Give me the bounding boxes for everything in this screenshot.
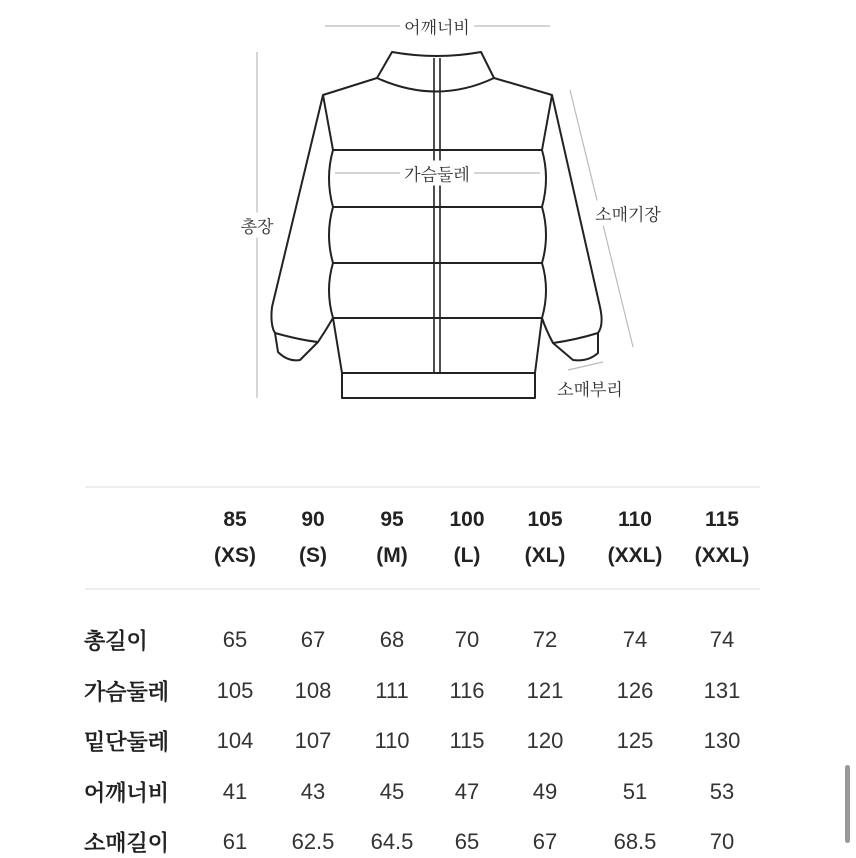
table-cell: 74	[622, 627, 648, 652]
size-label: (XS)	[214, 544, 256, 567]
row-label: 가슴둘레	[84, 680, 170, 706]
sleeve-length-label: 소매기장	[591, 201, 665, 226]
total-length-label: 총장	[237, 213, 278, 238]
size-number: 95	[380, 508, 404, 531]
size-label: (M)	[376, 544, 408, 567]
scrollbar[interactable]	[845, 765, 850, 843]
table-cell: 64.5	[370, 829, 414, 854]
table-cell: 72	[532, 627, 558, 652]
table-cell: 126	[616, 678, 654, 703]
table-cell: 68.5	[613, 829, 657, 854]
table-cell: 53	[709, 779, 735, 804]
size-label: (XXL)	[694, 544, 750, 567]
divider-bottom	[85, 588, 760, 590]
size-number: 110	[618, 508, 652, 531]
table-cell: 49	[532, 779, 558, 804]
table-cell: 43	[300, 779, 326, 804]
table-cell: 115	[449, 728, 485, 753]
cuff-label: 소매부리	[557, 380, 623, 401]
table-cell: 47	[454, 779, 480, 804]
table-cell: 131	[703, 678, 741, 703]
size-label: (XXL)	[607, 544, 663, 567]
column-header	[525, 502, 566, 574]
column-header	[695, 502, 750, 574]
row-label: 소매길이	[84, 831, 170, 857]
table-cell: 70	[454, 627, 480, 652]
table-cell: 111	[375, 678, 409, 703]
table-cell: 120	[526, 728, 564, 753]
size-number: 90	[301, 508, 325, 531]
size-label: (XL)	[524, 544, 566, 567]
jacket-body	[323, 78, 552, 398]
table-cell: 110	[374, 728, 410, 753]
column-header	[449, 502, 484, 574]
column-header	[608, 502, 663, 574]
table-cell: 70	[709, 829, 735, 854]
row-label: 밑단둘레	[84, 730, 170, 756]
table-cell: 125	[616, 728, 654, 753]
chest-label: 가슴둘레	[400, 161, 474, 186]
table-cell: 107	[294, 728, 332, 753]
table-cell: 130	[703, 728, 741, 753]
column-header	[299, 502, 327, 574]
table-cell: 65	[454, 829, 480, 854]
table-cell: 61	[222, 829, 248, 854]
zipper	[434, 58, 440, 373]
collar	[377, 52, 494, 92]
size-label: (L)	[453, 544, 481, 567]
left-sleeve	[271, 95, 333, 360]
table-cell: 105	[216, 678, 254, 703]
table-cell: 41	[222, 779, 248, 804]
table-cell: 108	[294, 678, 332, 703]
table-cell: 45	[379, 779, 405, 804]
shoulder-width-label: 어깨너비	[400, 14, 474, 39]
size-number: 105	[527, 508, 563, 531]
right-sleeve	[542, 95, 602, 360]
table-cell: 68	[379, 627, 405, 652]
divider-top	[85, 486, 760, 488]
row-label: 총길이	[84, 629, 148, 655]
size-number: 100	[449, 508, 485, 531]
table-cell: 121	[526, 678, 564, 703]
column-header	[376, 502, 407, 574]
size-number: 85	[223, 508, 247, 531]
table-cell: 104	[216, 728, 254, 753]
size-number: 115	[705, 508, 739, 531]
table-cell: 62.5	[291, 829, 335, 854]
table-cell: 67	[300, 627, 326, 652]
table-cell: 67	[532, 829, 558, 854]
table-cell: 65	[222, 627, 248, 652]
size-label: (S)	[299, 544, 327, 567]
table-cell: 74	[709, 627, 735, 652]
table-cell: 51	[622, 779, 648, 804]
column-header	[214, 502, 256, 574]
row-label: 어깨너비	[84, 781, 170, 807]
jacket-diagram	[0, 0, 856, 420]
table-cell: 116	[449, 678, 485, 703]
